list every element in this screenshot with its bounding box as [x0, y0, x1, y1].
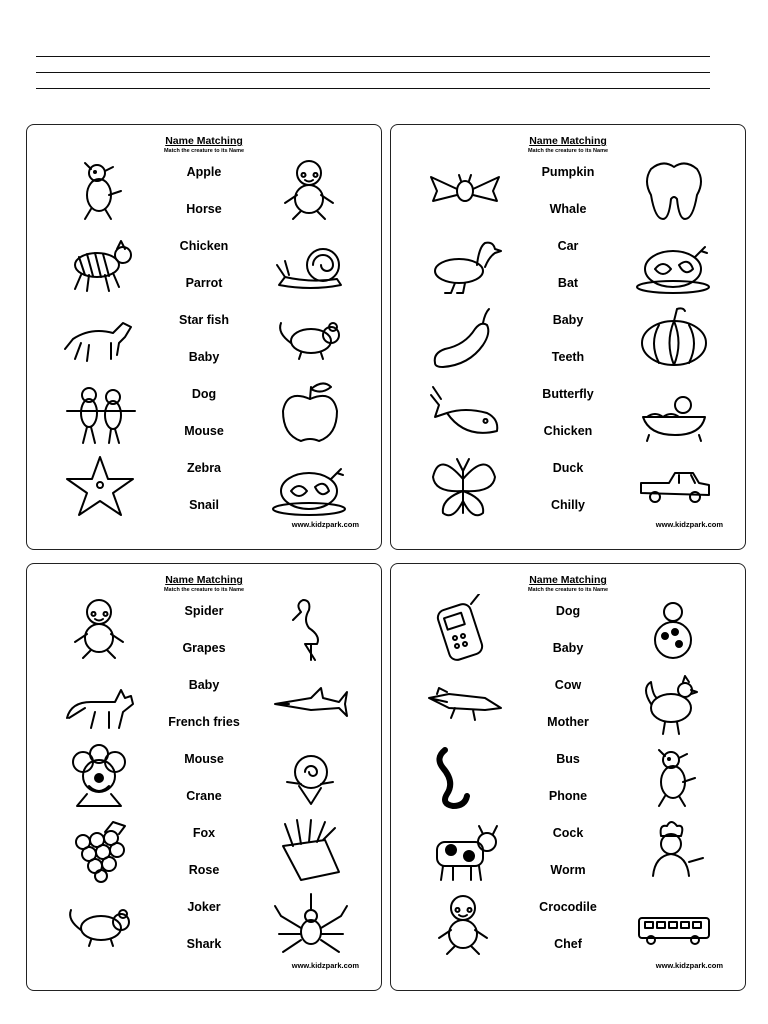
chicken-icon — [271, 451, 349, 519]
word-label: Butterfly — [542, 387, 594, 401]
word-label: Teeth — [551, 350, 585, 364]
tooth-icon — [635, 155, 713, 223]
bat-icon — [425, 155, 503, 223]
word-label: Cock — [552, 826, 584, 840]
word-label: Dog — [555, 604, 581, 618]
word-label: Chicken — [179, 239, 229, 253]
spider-icon — [271, 890, 349, 958]
worksheet-card-3 — [26, 563, 382, 991]
word-label: Chicken — [543, 424, 593, 438]
word-label: Star fish — [178, 313, 229, 327]
answer-line-2 — [36, 72, 710, 73]
shark-icon — [271, 668, 349, 736]
pumpkin-icon — [635, 303, 713, 371]
word-label: Spider — [184, 604, 224, 618]
site-url: www.kidzpark.com — [291, 520, 359, 529]
butterfly-icon — [425, 451, 503, 519]
word-label: Mouse — [184, 752, 224, 766]
answer-line-1 — [36, 56, 710, 57]
worksheet-card-4 — [390, 563, 746, 991]
answer-line-3 — [36, 88, 710, 89]
worm-icon — [425, 742, 503, 810]
bus-icon — [635, 890, 713, 958]
word-label: Baby — [188, 350, 220, 364]
word-label: Baby — [188, 678, 220, 692]
card-title: Name Matching — [529, 135, 607, 147]
baby-icon — [61, 594, 139, 662]
site-url: www.kidzpark.com — [655, 961, 723, 970]
grapes-icon — [61, 816, 139, 884]
word-label: Worm — [550, 863, 586, 877]
word-label: Apple — [186, 165, 222, 179]
card-subtitle: Match the creature to its Name — [527, 148, 609, 154]
word-label: Zebra — [186, 461, 222, 475]
parrot-icon — [61, 377, 139, 445]
word-label: Parrot — [185, 276, 223, 290]
worksheet-card-2 — [390, 124, 746, 550]
zebra-icon — [61, 229, 139, 297]
baby-bath-icon — [635, 377, 713, 445]
site-url: www.kidzpark.com — [291, 961, 359, 970]
word-label: Fox — [192, 826, 216, 840]
site-url: www.kidzpark.com — [655, 520, 723, 529]
word-label: Bus — [556, 752, 580, 766]
word-label: Chef — [554, 937, 582, 951]
word-label: Mother — [547, 715, 589, 729]
starfish-icon — [61, 451, 139, 519]
mother-icon — [635, 594, 713, 662]
word-label: Pumpkin — [541, 165, 595, 179]
crocodile-icon — [425, 668, 503, 736]
car-icon — [635, 451, 713, 519]
word-label: Baby — [552, 641, 584, 655]
horse-icon — [61, 303, 139, 371]
baby-icon — [271, 155, 349, 223]
fox-icon — [61, 668, 139, 736]
card-title: Name Matching — [165, 135, 243, 147]
apple-icon — [271, 377, 349, 445]
dog-icon — [635, 742, 713, 810]
word-label: Cow — [554, 678, 582, 692]
word-label: Horse — [186, 202, 222, 216]
crane-icon — [271, 594, 349, 662]
word-label: Snail — [189, 498, 219, 512]
whale-icon — [425, 377, 503, 445]
word-label: Mouse — [184, 424, 224, 438]
chef-icon — [635, 816, 713, 884]
word-label: Bat — [557, 276, 579, 290]
rose-icon — [271, 742, 349, 810]
word-label: Dog — [191, 387, 217, 401]
french-fries-icon — [271, 816, 349, 884]
word-label: Phone — [548, 789, 588, 803]
word-label: Grapes — [182, 641, 226, 655]
chilly-icon — [425, 303, 503, 371]
snail-icon — [271, 229, 349, 297]
mouse-icon — [61, 890, 139, 958]
word-label: Chilly — [550, 498, 586, 512]
joker-icon — [61, 742, 139, 810]
duck-icon — [425, 229, 503, 297]
word-label: Duck — [552, 461, 584, 475]
card-subtitle: Match the creature to its Name — [163, 587, 245, 593]
cock-icon — [635, 668, 713, 736]
word-label: Baby — [552, 313, 584, 327]
word-label: Crocodile — [539, 900, 597, 914]
baby-icon — [425, 890, 503, 958]
card-title: Name Matching — [165, 574, 243, 586]
word-label: Car — [557, 239, 579, 253]
card-subtitle: Match the creature to its Name — [163, 148, 245, 154]
mouse-icon — [271, 303, 349, 371]
word-label: Rose — [188, 863, 220, 877]
card-subtitle: Match the creature to its Name — [527, 587, 609, 593]
dog-icon — [61, 155, 139, 223]
word-label: Shark — [186, 937, 222, 951]
phone-icon — [425, 594, 503, 662]
word-label: Crane — [186, 789, 222, 803]
word-label: Joker — [187, 900, 221, 914]
chicken-icon — [635, 229, 713, 297]
word-label: Whale — [549, 202, 587, 216]
card-title: Name Matching — [529, 574, 607, 586]
worksheet-card-1 — [26, 124, 382, 550]
word-label: French fries — [168, 715, 240, 729]
cow-icon — [425, 816, 503, 884]
